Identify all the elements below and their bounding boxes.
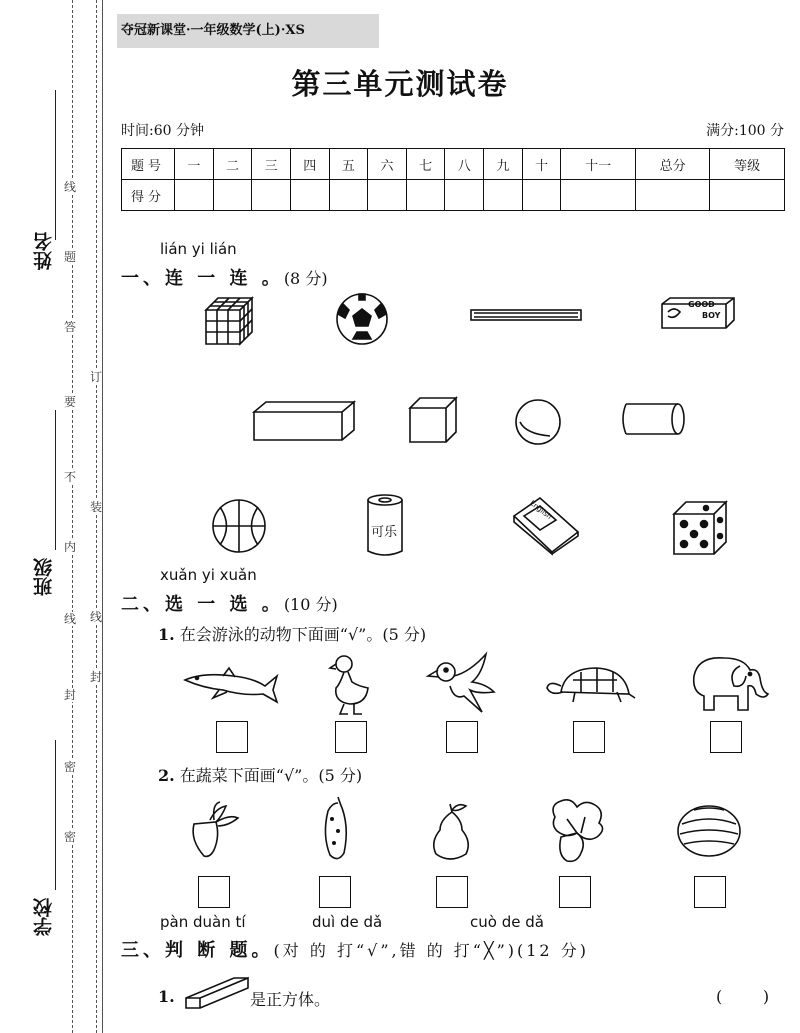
section3-title: 三、判 断 题。 [121, 940, 274, 961]
fold-line-dashed-2 [96, 0, 97, 1033]
answer-box-cabbage[interactable] [559, 876, 591, 908]
column-header: 九 [484, 149, 523, 180]
q1-number: 1. [158, 625, 175, 644]
section1-pinyin: lián yi lián [160, 240, 237, 258]
cucumber-icon[interactable] [318, 795, 354, 865]
name-underline [55, 90, 56, 240]
seal-char: 要 [64, 395, 77, 409]
full-score: 满分:100 分 [706, 123, 784, 139]
column-header: 六 [368, 149, 407, 180]
s3-q1-number: 1. [158, 987, 175, 1006]
score-cell[interactable] [213, 180, 252, 211]
radish-icon[interactable] [186, 800, 244, 860]
answer-paren[interactable]: ( ) [716, 987, 770, 1006]
answer-box-elephant[interactable] [710, 721, 742, 753]
eraser-text-2: BOY [702, 311, 721, 320]
section3-instruction: (对 的 打“√”,错 的 打“╳”)(12 分) [273, 941, 589, 960]
score-cell[interactable] [175, 180, 214, 211]
answer-box-watermelon[interactable] [694, 876, 726, 908]
cube-shape-icon[interactable] [408, 396, 458, 444]
table-row [122, 149, 785, 180]
q1-text: 在会游泳的动物下面画“√”。(5 分) [179, 625, 427, 644]
section3-q1 [158, 987, 175, 1006]
seal-char: 密 [64, 830, 77, 844]
dolphin-icon[interactable] [183, 666, 279, 706]
rubiks-cube-icon[interactable] [204, 296, 254, 346]
brand-banner: 夺冠新课堂·一年级数学(上)·XS [117, 14, 379, 48]
score-cell[interactable] [290, 180, 329, 211]
basketball-icon[interactable] [211, 498, 267, 554]
column-header: 总分 [635, 149, 709, 180]
row-header: 得分 [122, 180, 175, 211]
section1-title: 一、连 一 连 。 [121, 268, 284, 289]
score-cell[interactable] [522, 180, 561, 211]
column-header: 三 [252, 149, 291, 180]
fold-line-solid [102, 0, 103, 1033]
section1-heading [121, 264, 328, 290]
page-title: 第三单元测试卷 [291, 67, 509, 101]
section3-pinyin-2: duì de dǎ [312, 913, 383, 931]
seal-char: 装 [90, 500, 103, 514]
eraser-text-1: GOOD [688, 300, 715, 309]
seal-char: 封 [64, 688, 77, 702]
answer-box-bird[interactable] [446, 721, 478, 753]
duck-icon[interactable] [330, 654, 370, 716]
pear-icon[interactable] [428, 800, 474, 862]
cuboid-icon [184, 976, 250, 1010]
score-cell[interactable] [635, 180, 709, 211]
seal-char: 内 [64, 540, 77, 554]
section3-pinyin-1: pàn duàn tí [160, 913, 246, 931]
fold-line-dashed [72, 0, 73, 1033]
dice-icon[interactable] [672, 500, 728, 556]
school-label: 学校 [33, 898, 55, 936]
answer-box-duck[interactable] [335, 721, 367, 753]
q2-number: 2. [158, 766, 175, 785]
column-header: 十一 [561, 149, 635, 180]
column-header: 八 [445, 149, 484, 180]
seal-char: 答 [64, 320, 77, 334]
answer-box-dolphin[interactable] [216, 721, 248, 753]
s3-q1-text: 是正方体。 [250, 990, 331, 1009]
column-header: 二 [213, 149, 252, 180]
cabbage-icon[interactable] [547, 797, 609, 863]
row-header: 题号 [122, 149, 175, 180]
elephant-icon[interactable] [684, 652, 770, 714]
score-cell[interactable] [484, 180, 523, 211]
seal-char: 题 [64, 250, 77, 264]
section3-heading [121, 936, 589, 962]
bird-icon[interactable] [424, 650, 496, 716]
seal-char: 线 [64, 180, 77, 194]
score-cell[interactable] [252, 180, 291, 211]
section1-points: (8 分) [283, 269, 328, 288]
english-book-icon[interactable] [510, 496, 580, 554]
soccer-ball-icon[interactable] [335, 292, 389, 346]
table-row [122, 180, 785, 211]
school-underline [55, 740, 56, 890]
seal-char: 线 [90, 610, 103, 624]
watermelon-icon[interactable] [676, 804, 742, 858]
column-header: 一 [175, 149, 214, 180]
score-cell[interactable] [368, 180, 407, 211]
q2-text: 在蔬菜下面画“√”。(5 分) [179, 766, 363, 785]
cuboid-shape-icon[interactable] [252, 400, 356, 442]
name-label: 姓名 [33, 232, 55, 270]
section2-title: 二、选 一 选 。 [121, 594, 284, 615]
answer-box-cucumber[interactable] [319, 876, 351, 908]
column-header: 七 [406, 149, 445, 180]
column-header: 十 [522, 149, 561, 180]
seal-char: 订 [90, 370, 103, 384]
score-table [121, 148, 785, 211]
column-header: 五 [329, 149, 368, 180]
section2-heading [121, 590, 338, 616]
class-label: 班级 [33, 558, 55, 596]
section2-q2 [158, 763, 362, 786]
section2-points: (10 分) [283, 595, 338, 614]
turtle-icon[interactable] [545, 664, 635, 704]
seal-char: 线 [64, 612, 77, 626]
sphere-shape-icon[interactable] [514, 398, 562, 446]
score-cell[interactable] [406, 180, 445, 211]
stick-icon[interactable] [470, 309, 582, 321]
seal-char: 封 [90, 670, 103, 684]
time-limit: 时间:60 分钟 [121, 123, 204, 139]
class-underline [55, 410, 56, 550]
score-cell[interactable] [445, 180, 484, 211]
answer-box-pear[interactable] [436, 876, 468, 908]
section2-q1 [158, 622, 426, 645]
book-label: English [528, 499, 554, 521]
seal-char: 不 [64, 470, 77, 484]
can-label: 可乐 [371, 525, 398, 540]
score-cell[interactable] [561, 180, 635, 211]
score-cell[interactable] [329, 180, 368, 211]
answer-box-radish[interactable] [198, 876, 230, 908]
cylinder-shape-icon[interactable] [618, 402, 686, 436]
section3-pinyin-3: cuò de dǎ [470, 913, 544, 931]
seal-char: 密 [64, 760, 77, 774]
score-cell[interactable] [710, 180, 785, 211]
column-header: 等级 [710, 149, 785, 180]
column-header: 四 [290, 149, 329, 180]
answer-box-turtle[interactable] [573, 721, 605, 753]
section2-pinyin: xuǎn yi xuǎn [160, 566, 257, 584]
